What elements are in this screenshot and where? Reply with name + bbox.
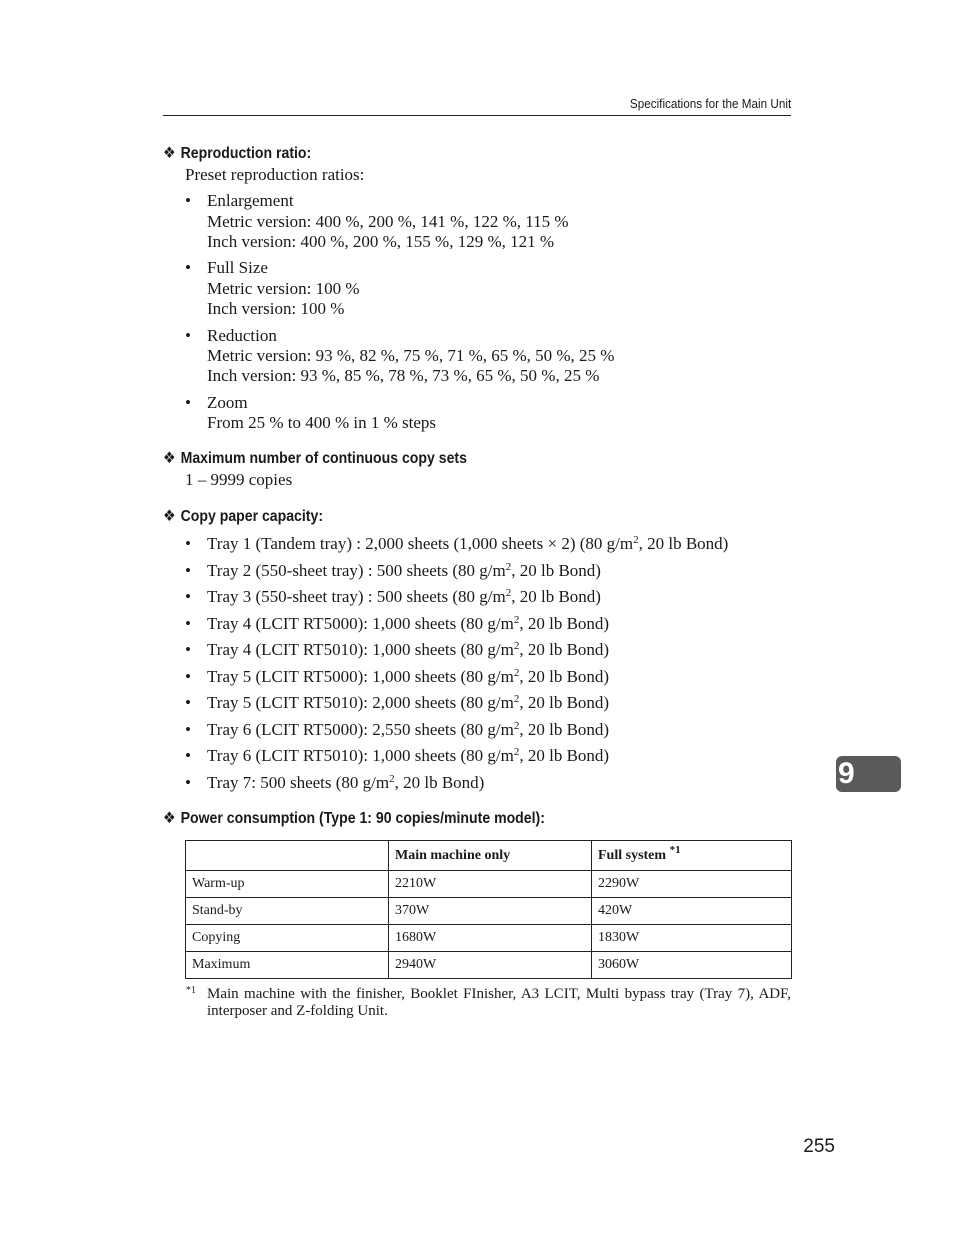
list-item-reduction [185, 326, 277, 346]
item-title: Full Size [207, 258, 268, 277]
bullet-icon: • [185, 393, 191, 412]
diamond-bullet-icon: ❖ [163, 508, 176, 525]
table-header-row [186, 841, 792, 871]
heading-text: Copy paper capacity: [180, 508, 324, 525]
table-cell: 2210W [389, 871, 592, 898]
list-item-tray [185, 587, 601, 607]
column-header [592, 841, 792, 871]
table-cell: 2290W [592, 871, 792, 898]
list-item-tray [185, 746, 609, 766]
enlargement-metric: Metric version: 400 %, 200 %, 141 %, 122 %, 115 % [207, 212, 569, 231]
table-row [186, 925, 792, 952]
reproduction-intro: Preset reproduction ratios: [185, 165, 365, 184]
table-cell: 370W [389, 898, 592, 925]
tray-text-suffix: , 20 lb Bond) [638, 534, 729, 553]
bullet-icon: • [185, 614, 191, 633]
list-item-zoom [185, 393, 248, 413]
bullet-icon: • [185, 587, 191, 606]
item-title: Reduction [207, 326, 277, 345]
copy-sets-value: 1 – 9999 copies [185, 470, 293, 489]
tray-text-suffix: , 20 lb Bond) [519, 720, 610, 739]
diamond-bullet-icon: ❖ [163, 810, 176, 827]
table-cell: Warm-up [186, 871, 389, 898]
section-heading-paper-capacity [163, 506, 323, 526]
list-item-tray [185, 720, 609, 740]
tray-text: Tray 5 (LCIT RT5000): 1,000 sheets (80 g/m [207, 667, 514, 686]
heading-text: Power consumption (Type 1: 90 copies/minute model): [180, 810, 545, 827]
table-row [186, 952, 792, 979]
table-cell: Maximum [186, 952, 389, 979]
column-header [186, 841, 389, 871]
tray-text-suffix: , 20 lb Bond) [519, 640, 610, 659]
footnote-text: Main machine with the finisher, Booklet FInisher, A3 LCIT, Multi bypass tray (Tray 7), ADF, interposer and Z-folding Unit. [207, 986, 791, 1019]
bullet-icon: • [185, 191, 191, 210]
bullet-icon: • [185, 746, 191, 765]
superscript: 2 [513, 640, 520, 652]
list-item-tray [185, 693, 609, 713]
page-number: 255 [803, 1136, 835, 1157]
item-title: Enlargement [207, 191, 294, 210]
list-item-tray [185, 534, 728, 554]
superscript: 2 [389, 773, 395, 785]
tray-text: Tray 1 (Tandem tray) : 2,000 sheets (1,000 sheets × 2) (80 g/m [207, 534, 634, 553]
bullet-icon: • [185, 693, 191, 712]
superscript: 2 [513, 720, 520, 732]
tray-text-suffix: , 20 lb Bond) [394, 773, 485, 792]
superscript: 2 [505, 587, 512, 599]
footnote-ref: *1 [669, 843, 681, 856]
superscript: 2 [513, 746, 520, 758]
list-item-enlargement [185, 191, 294, 211]
reduction-metric: Metric version: 93 %, 82 %, 75 %, 71 %, 65 %, 50 %, 25 % [207, 346, 615, 365]
superscript: 2 [633, 534, 639, 546]
section-heading-reproduction [163, 143, 311, 163]
tray-text-suffix: , 20 lb Bond) [511, 561, 601, 580]
list-item-tray [185, 640, 609, 660]
column-header-text: Full system [598, 847, 667, 863]
table-cell: 1830W [592, 925, 792, 952]
reduction-inch: Inch version: 93 %, 85 %, 78 %, 73 %, 65 %, 50 %, 25 % [207, 366, 600, 385]
header-rule [163, 115, 791, 116]
tray-text: Tray 6 (LCIT RT5000): 2,550 sheets (80 g/m [207, 720, 514, 739]
tray-text: Tray 7: 500 sheets (80 g/m [207, 773, 390, 792]
tray-text-suffix: , 20 lb Bond) [511, 587, 601, 606]
table-row [186, 898, 792, 925]
running-header: Specifications for the Main Unit [629, 96, 791, 111]
list-item-tray [185, 773, 484, 793]
section-heading-copy-sets [163, 448, 467, 468]
bullet-icon: • [185, 326, 191, 345]
section-heading-power [163, 808, 545, 828]
tray-text: Tray 2 (550-sheet tray) : 500 sheets (80 g/m [207, 561, 506, 580]
tray-text-suffix: , 20 lb Bond) [519, 693, 610, 712]
tray-text: Tray 6 (LCIT RT5010): 1,000 sheets (80 g/m [207, 746, 514, 765]
tray-text: Tray 3 (550-sheet tray) : 500 sheets (80 g/m [207, 587, 506, 606]
tray-text: Tray 4 (LCIT RT5000): 1,000 sheets (80 g/m [207, 614, 514, 633]
superscript: 2 [513, 614, 520, 626]
power-table [185, 840, 792, 979]
table-cell: Stand-by [186, 898, 389, 925]
list-item-full-size [185, 258, 268, 278]
heading-text: Reproduction ratio: [180, 145, 312, 162]
zoom-detail: From 25 % to 400 % in 1 % steps [207, 413, 437, 432]
superscript: 2 [513, 693, 520, 705]
enlargement-inch: Inch version: 400 %, 200 %, 155 %, 129 %, 121 % [207, 232, 555, 251]
column-header: Main machine only [389, 841, 592, 871]
table-cell: Copying [186, 925, 389, 952]
superscript: 2 [505, 561, 512, 573]
chapter-number: 9 [838, 757, 855, 790]
chapter-tab-badge [836, 756, 901, 792]
tray-text-suffix: , 20 lb Bond) [519, 667, 610, 686]
bullet-icon: • [185, 561, 191, 580]
table-cell: 1680W [389, 925, 592, 952]
diamond-bullet-icon: ❖ [163, 450, 176, 467]
table-cell: 3060W [592, 952, 792, 979]
footnote-mark: *1 [186, 985, 196, 996]
table-row [186, 871, 792, 898]
tray-text-suffix: , 20 lb Bond) [519, 614, 610, 633]
tray-text: Tray 5 (LCIT RT5010): 2,000 sheets (80 g/m [207, 693, 514, 712]
item-title: Zoom [207, 393, 248, 412]
superscript: 2 [513, 667, 520, 679]
list-item-tray [185, 614, 609, 634]
table-cell: 2940W [389, 952, 592, 979]
tray-text-suffix: , 20 lb Bond) [519, 746, 610, 765]
bullet-icon: • [185, 534, 191, 553]
full-size-metric: Metric version: 100 % [207, 279, 360, 298]
tray-text: Tray 4 (LCIT RT5010): 1,000 sheets (80 g/m [207, 640, 514, 659]
bullet-icon: • [185, 258, 191, 277]
list-item-tray [185, 561, 601, 581]
heading-text: Maximum number of continuous copy sets [180, 450, 467, 467]
full-size-inch: Inch version: 100 % [207, 299, 345, 318]
list-item-tray [185, 667, 609, 687]
bullet-icon: • [185, 640, 191, 659]
bullet-icon: • [185, 773, 191, 792]
diamond-bullet-icon: ❖ [163, 145, 176, 162]
bullet-icon: • [185, 667, 191, 686]
bullet-icon: • [185, 720, 191, 739]
table-cell: 420W [592, 898, 792, 925]
